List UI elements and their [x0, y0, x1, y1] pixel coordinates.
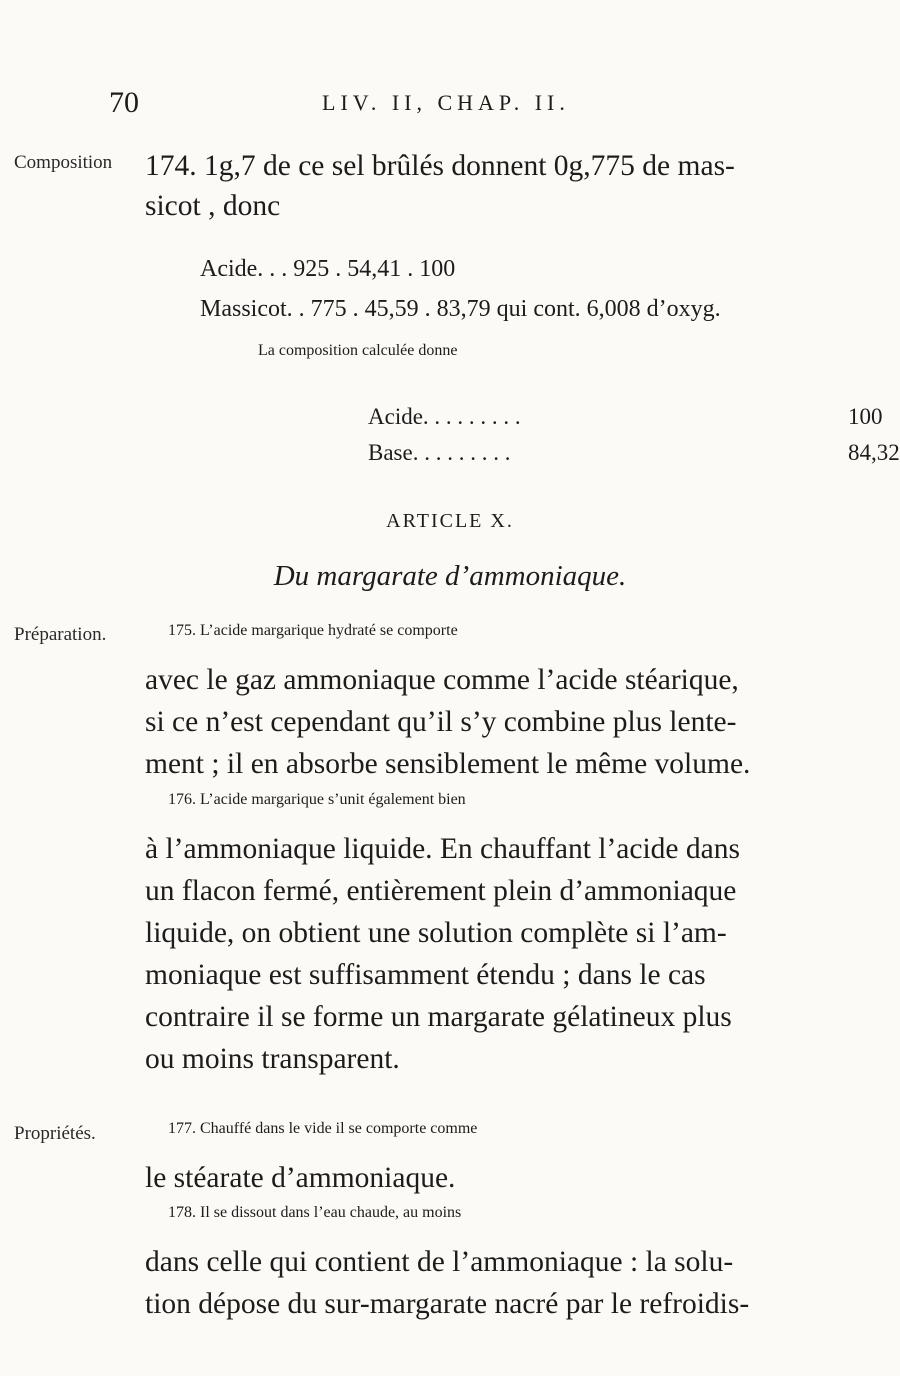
- p175-line-4: ment ; il en absorbe sensiblement le même volume.: [145, 748, 751, 780]
- p177-line-1: 177. Chauffé dans le vide il se comporte comme: [168, 1120, 478, 1137]
- article-heading: ARTICLE X.: [386, 510, 514, 532]
- page-header: [0, 86, 800, 126]
- page-number: 70: [109, 86, 139, 119]
- calc-base-label: Base. . . . . . . . .: [368, 440, 511, 465]
- margin-note-composition: Composition: [14, 152, 113, 173]
- calc-row-acide: [368, 404, 883, 430]
- p178-line-2: dans celle qui contient de l’ammoniaque : la solu-: [145, 1246, 734, 1278]
- calc-row-base: [368, 440, 900, 466]
- p176-line-3: un flacon fermé, entièrement plein d’ammoniaque: [145, 875, 737, 907]
- p176-line-5: moniaque est suffisamment étendu ; dans le cas: [145, 959, 706, 991]
- p176-line-7: ou moins transparent.: [145, 1043, 400, 1075]
- p175-line-2: avec le gaz ammoniaque comme l’acide stéarique,: [145, 664, 739, 696]
- paragraph-174-line-2: sicot , donc: [145, 190, 281, 222]
- calculated-intro: La composition calculée donne: [258, 342, 458, 359]
- p176-line-1: 176. L’acide margarique s’unit également bien: [168, 791, 466, 808]
- p177-line-2: le stéarate d’ammoniaque.: [145, 1162, 456, 1194]
- p176-line-4: liquide, on obtient une solution complète si l’am-: [145, 917, 727, 949]
- calc-base-value: 84,32: [848, 440, 900, 465]
- running-head: LIV. II, CHAP. II.: [322, 90, 570, 115]
- p178-line-1: 178. Il se dissout dans l’eau chaude, au moins: [168, 1204, 462, 1221]
- calc-acide-label: Acide. . . . . . . . .: [368, 404, 521, 429]
- analysis-row-massicot: Massicot. . 775 . 45,59 . 83,79 qui cont. 6,008 d’oxyg.: [200, 296, 721, 322]
- analysis-row-acide: Acide. . . 925 . 54,41 . 100: [200, 256, 456, 282]
- margin-note-preparation: Préparation.: [14, 624, 107, 645]
- p178-line-3: tion dépose du sur-margarate nacré par le refroidis-: [145, 1288, 750, 1320]
- margin-note-proprietes: Propriétés.: [14, 1123, 96, 1144]
- section-title: Du margarate d’ammoniaque.: [273, 560, 627, 592]
- p176-line-2: à l’ammoniaque liquide. En chauffant l’acide dans: [145, 833, 740, 865]
- p175-line-3: si ce n’est cependant qu’il s’y combine plus lente-: [145, 706, 737, 738]
- p176-line-6: contraire il se forme un margarate gélatineux plus: [145, 1001, 732, 1033]
- calc-acide-value: 100: [848, 404, 883, 429]
- paragraph-174-line-1: 174. 1g,7 de ce sel brûlés donnent 0g,775 de mas-: [145, 150, 735, 182]
- p175-line-1: 175. L’acide margarique hydraté se comporte: [168, 622, 458, 639]
